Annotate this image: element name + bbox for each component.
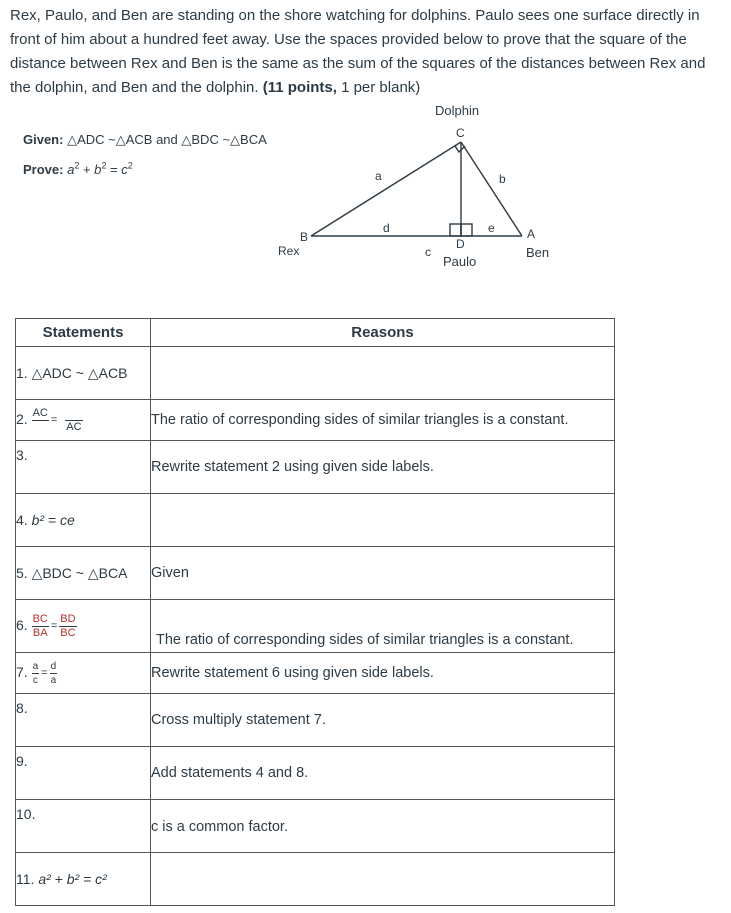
prove-exp-b: 2 [101, 160, 107, 171]
reason-cell [151, 600, 615, 653]
statement-cell[interactable] [16, 694, 151, 747]
statement-cell [16, 547, 151, 600]
fraction-denominator: BC [60, 626, 76, 639]
row-number: 3. [16, 447, 28, 463]
table-row [16, 494, 615, 547]
statement-cell[interactable] [16, 800, 151, 853]
fraction-numerator: d [50, 660, 57, 672]
label-c: c [425, 245, 431, 259]
label-rex: Rex [278, 244, 300, 258]
fraction-numerator[interactable] [65, 407, 82, 421]
reason-cell[interactable] [151, 853, 615, 906]
statement-text: b² = ce [31, 512, 75, 528]
reason-cell[interactable] [151, 347, 615, 400]
fraction-denominator[interactable] [32, 421, 49, 434]
statement-cell [16, 494, 151, 547]
reason-cell: Add statements 4 and 8. [151, 747, 615, 800]
row-number: 10. [16, 806, 36, 822]
statement-cell [16, 853, 151, 906]
fraction-denominator: AC [66, 420, 82, 433]
row-number: 11. [16, 871, 35, 887]
label-d: d [383, 221, 390, 235]
table-row [16, 653, 615, 694]
points-note: 1 per blank) [341, 79, 421, 96]
reason-cell: Rewrite statement 2 using given side labels. [151, 441, 615, 494]
fraction-numerator: AC [32, 406, 48, 419]
table-row [16, 853, 615, 906]
statement-text: △ADC ~ △ACB [31, 364, 128, 381]
row-number: 1. [16, 364, 28, 381]
prove-b: b [94, 162, 102, 177]
statement-cell [16, 653, 151, 694]
points-label: (11 points, [262, 79, 337, 96]
label-dolphin: Dolphin [435, 103, 480, 118]
prove-equals: = [106, 162, 122, 177]
equals-sign: = [50, 414, 58, 426]
table-row [16, 600, 615, 653]
prove-label: Prove: [23, 162, 64, 177]
reason-cell: The ratio of corresponding sides of similar triangles is a constant. [151, 400, 615, 441]
table-row [16, 441, 615, 494]
statement-cell[interactable] [16, 347, 151, 400]
prove-exp-c: 2 [127, 160, 133, 171]
fraction-denominator: a [50, 674, 57, 686]
fraction-right [50, 660, 58, 687]
row-number: 8. [16, 700, 28, 716]
table-row [16, 747, 615, 800]
row-number: 5. [16, 564, 28, 581]
statement-text: △BDC ~ △BCA [31, 564, 128, 581]
label-a: a [375, 169, 382, 183]
equals-sign: = [41, 667, 48, 679]
fraction-left [32, 407, 49, 434]
statement-cell[interactable] [16, 441, 151, 494]
reason-cell: Given [151, 547, 615, 600]
row-number: 4. [16, 512, 28, 528]
statement-cell[interactable] [16, 747, 151, 800]
given-label: Given: [23, 132, 64, 147]
reason-cell[interactable] [151, 494, 615, 547]
prove-a: a [67, 162, 75, 177]
reason-text: c is a common factor. [151, 819, 288, 835]
statement-text: a² + b² = c² [38, 871, 107, 887]
label-e: e [488, 221, 495, 235]
reason-text: The ratio of corresponding sides of similar triangles is a constant. [156, 632, 574, 648]
statement-cell[interactable] [16, 400, 151, 441]
label-D: D [456, 237, 465, 251]
header-reasons: Reasons [151, 319, 615, 347]
fraction-right [65, 407, 82, 434]
statement-cell [16, 600, 151, 653]
label-ben: Ben [526, 245, 550, 260]
triangle-diagram [0, 0, 731, 300]
label-paulo: Paulo [443, 254, 477, 269]
table-row [16, 347, 615, 400]
label-C: C [456, 126, 465, 140]
right-angle-left [450, 224, 461, 236]
table-row [16, 547, 615, 600]
row-number: 2. [16, 410, 28, 427]
fraction-right [59, 613, 76, 640]
table-row [16, 400, 615, 441]
header-row [16, 319, 615, 347]
equals-sign: = [50, 620, 58, 632]
right-angle-c [455, 146, 465, 152]
given-statement: △ADC ~△ACB and △BDC ~△BCA [67, 132, 267, 147]
prove-exp-a: 2 [74, 160, 80, 171]
problem-body: Rex, Paulo, and Ben are standing on the shore watching for dolphins. Paulo sees one surface directly in front of him about a hundred feet away. Use the spaces provided below to prove that the square of the distance between Rex and Ben is the same as the sum of the squares of the distances between Rex and the dolphin, and Ben and the dolphin. [10, 7, 706, 96]
table-row [16, 694, 615, 747]
prove-plus: + [79, 162, 95, 177]
table-row [16, 800, 615, 853]
reason-cell: Rewrite statement 6 using given side labels. [151, 653, 615, 694]
fraction-left [32, 660, 40, 687]
prove-c: c [121, 162, 128, 177]
header-statements: Statements [16, 319, 151, 347]
fraction-left [32, 613, 49, 640]
row-number: 6. [16, 616, 28, 633]
reason-cell [151, 800, 615, 853]
fraction-numerator: BC [32, 612, 48, 625]
fraction-denominator: c [32, 674, 38, 686]
fraction-denominator: BA [32, 626, 48, 639]
proof-table [15, 318, 615, 906]
label-B: B [300, 230, 309, 244]
row-number: 7. [16, 663, 28, 680]
reason-cell: Cross multiply statement 7. [151, 694, 615, 747]
label-A: A [527, 227, 536, 241]
fraction-numerator: a [32, 660, 39, 672]
fraction-numerator: BD [60, 612, 76, 625]
row-number: 9. [16, 753, 28, 769]
right-angle-right [461, 224, 472, 236]
label-b: b [499, 172, 506, 186]
